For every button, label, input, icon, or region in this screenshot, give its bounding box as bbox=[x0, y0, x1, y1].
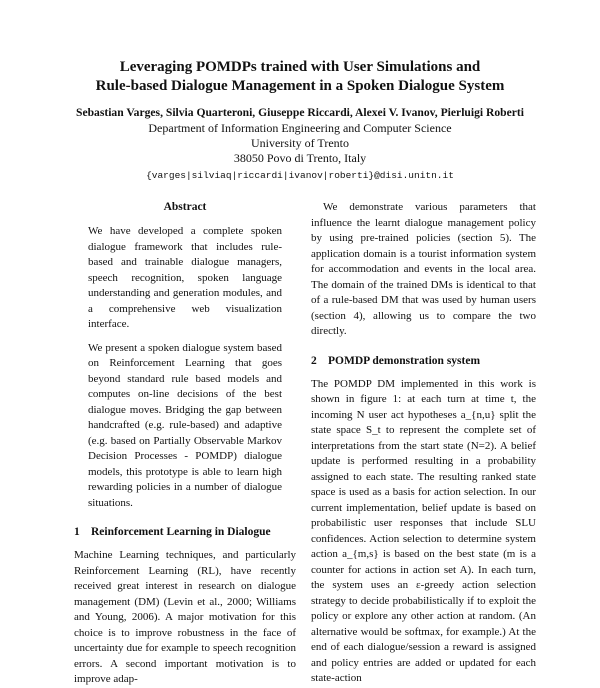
section-1-title: Reinforcement Learning in Dialogue bbox=[91, 526, 271, 538]
right-column bbox=[311, 200, 536, 687]
title-line-1: Leveraging POMDPs trained with User Simulations and bbox=[119, 59, 481, 75]
address: 38050 Povo di Trento, Italy bbox=[233, 151, 367, 165]
university: University of Trento bbox=[250, 136, 349, 150]
paper-title bbox=[0, 58, 600, 96]
abstract-paragraph-1: We have developed a complete spoken dialogue framework that includes rule-based and trainable dialogue managers, speech recognition, spoken language understanding and generation modules, and a comprehensive web visualization interface. bbox=[88, 225, 282, 330]
section-1-number: 1 bbox=[74, 526, 80, 538]
author-emails: {varges|silviaq|riccardi|ivanov|roberti}@disi.unitn.it bbox=[146, 170, 454, 181]
abstract-paragraph-2: We present a spoken dialogue system based on Reinforcement Learning that goes beyond standard rule based models and computes on-line decisions of the best dialogue moves. Bridging the gap between handcrafted (e.g. rule-based) and adaptive (e.g. based on Partially Observable Markov Decision Processes - POMDP) dialogue models, this prototype is able to learn high rewarding policies in a number of dialogue situations. bbox=[88, 341, 282, 509]
author-list: Sebastian Varges, Silvia Quarteroni, Giuseppe Riccardi, Alexei V. Ivanov, Pierluigi Roberti bbox=[76, 106, 524, 119]
section-2-paragraph: The POMDP DM implemented in this work is shown in figure 1: at each turn at time t, the incoming N user act hypotheses a_{n,u} split the state space S_t to represent the complete set of interpretations from the start state (N=2). A belief update is performed resulting in a probability assigned to each state. The resulting ranked state space is used as a basis for action selection. In our current implementation, belief update is based on probabilistic user responses that include SLU confidences. Action selection to determine system action a_{m,s} is based on the best state (m is a counter for actions in action set A). In each turn, the system uses an ε-greedy action selection strategy to decide probabilistically if to exploit the policy or explore any other action at random. (An alternative would be softmax, for example.) At the end of each dialogue/session a reward is assigned and policy entries are added or updated for each state-action bbox=[311, 377, 536, 684]
section-1-paragraph: Machine Learning techniques, and particularly Reinforcement Learning (RL), have recently received great interest in research on dialogue management (DM) (Levin et al., 2000; Williams and Young, 2006). A major motivation for this choice is to improve robustness in the face of uncertainty due for example to speech recognition errors. A second important motivation is to improve adap- bbox=[74, 549, 296, 685]
department: Department of Information Engineering and Computer Science bbox=[148, 121, 452, 135]
section-2-title: POMDP demonstration system bbox=[328, 354, 481, 367]
section-1-heading bbox=[74, 525, 296, 539]
section-2-number: 2 bbox=[311, 354, 317, 367]
abstract-heading: Abstract bbox=[163, 201, 207, 213]
affiliation-block bbox=[0, 121, 600, 183]
title-line-2: Rule-based Dialogue Management in a Spoken Dialogue System bbox=[95, 78, 505, 94]
intro-continuation-paragraph: We demonstrate various parameters that influence the learnt dialogue management policy by using pre-trained policies (section 5). The application domain is a tourist information system for accommodation and events in the local area. The domain of the trained DMs is identical to that of a rule-based DM that was used by human users (section 4), allowing us to compare the two directly. bbox=[311, 201, 536, 337]
left-column bbox=[74, 200, 296, 688]
section-2-heading bbox=[311, 354, 536, 368]
